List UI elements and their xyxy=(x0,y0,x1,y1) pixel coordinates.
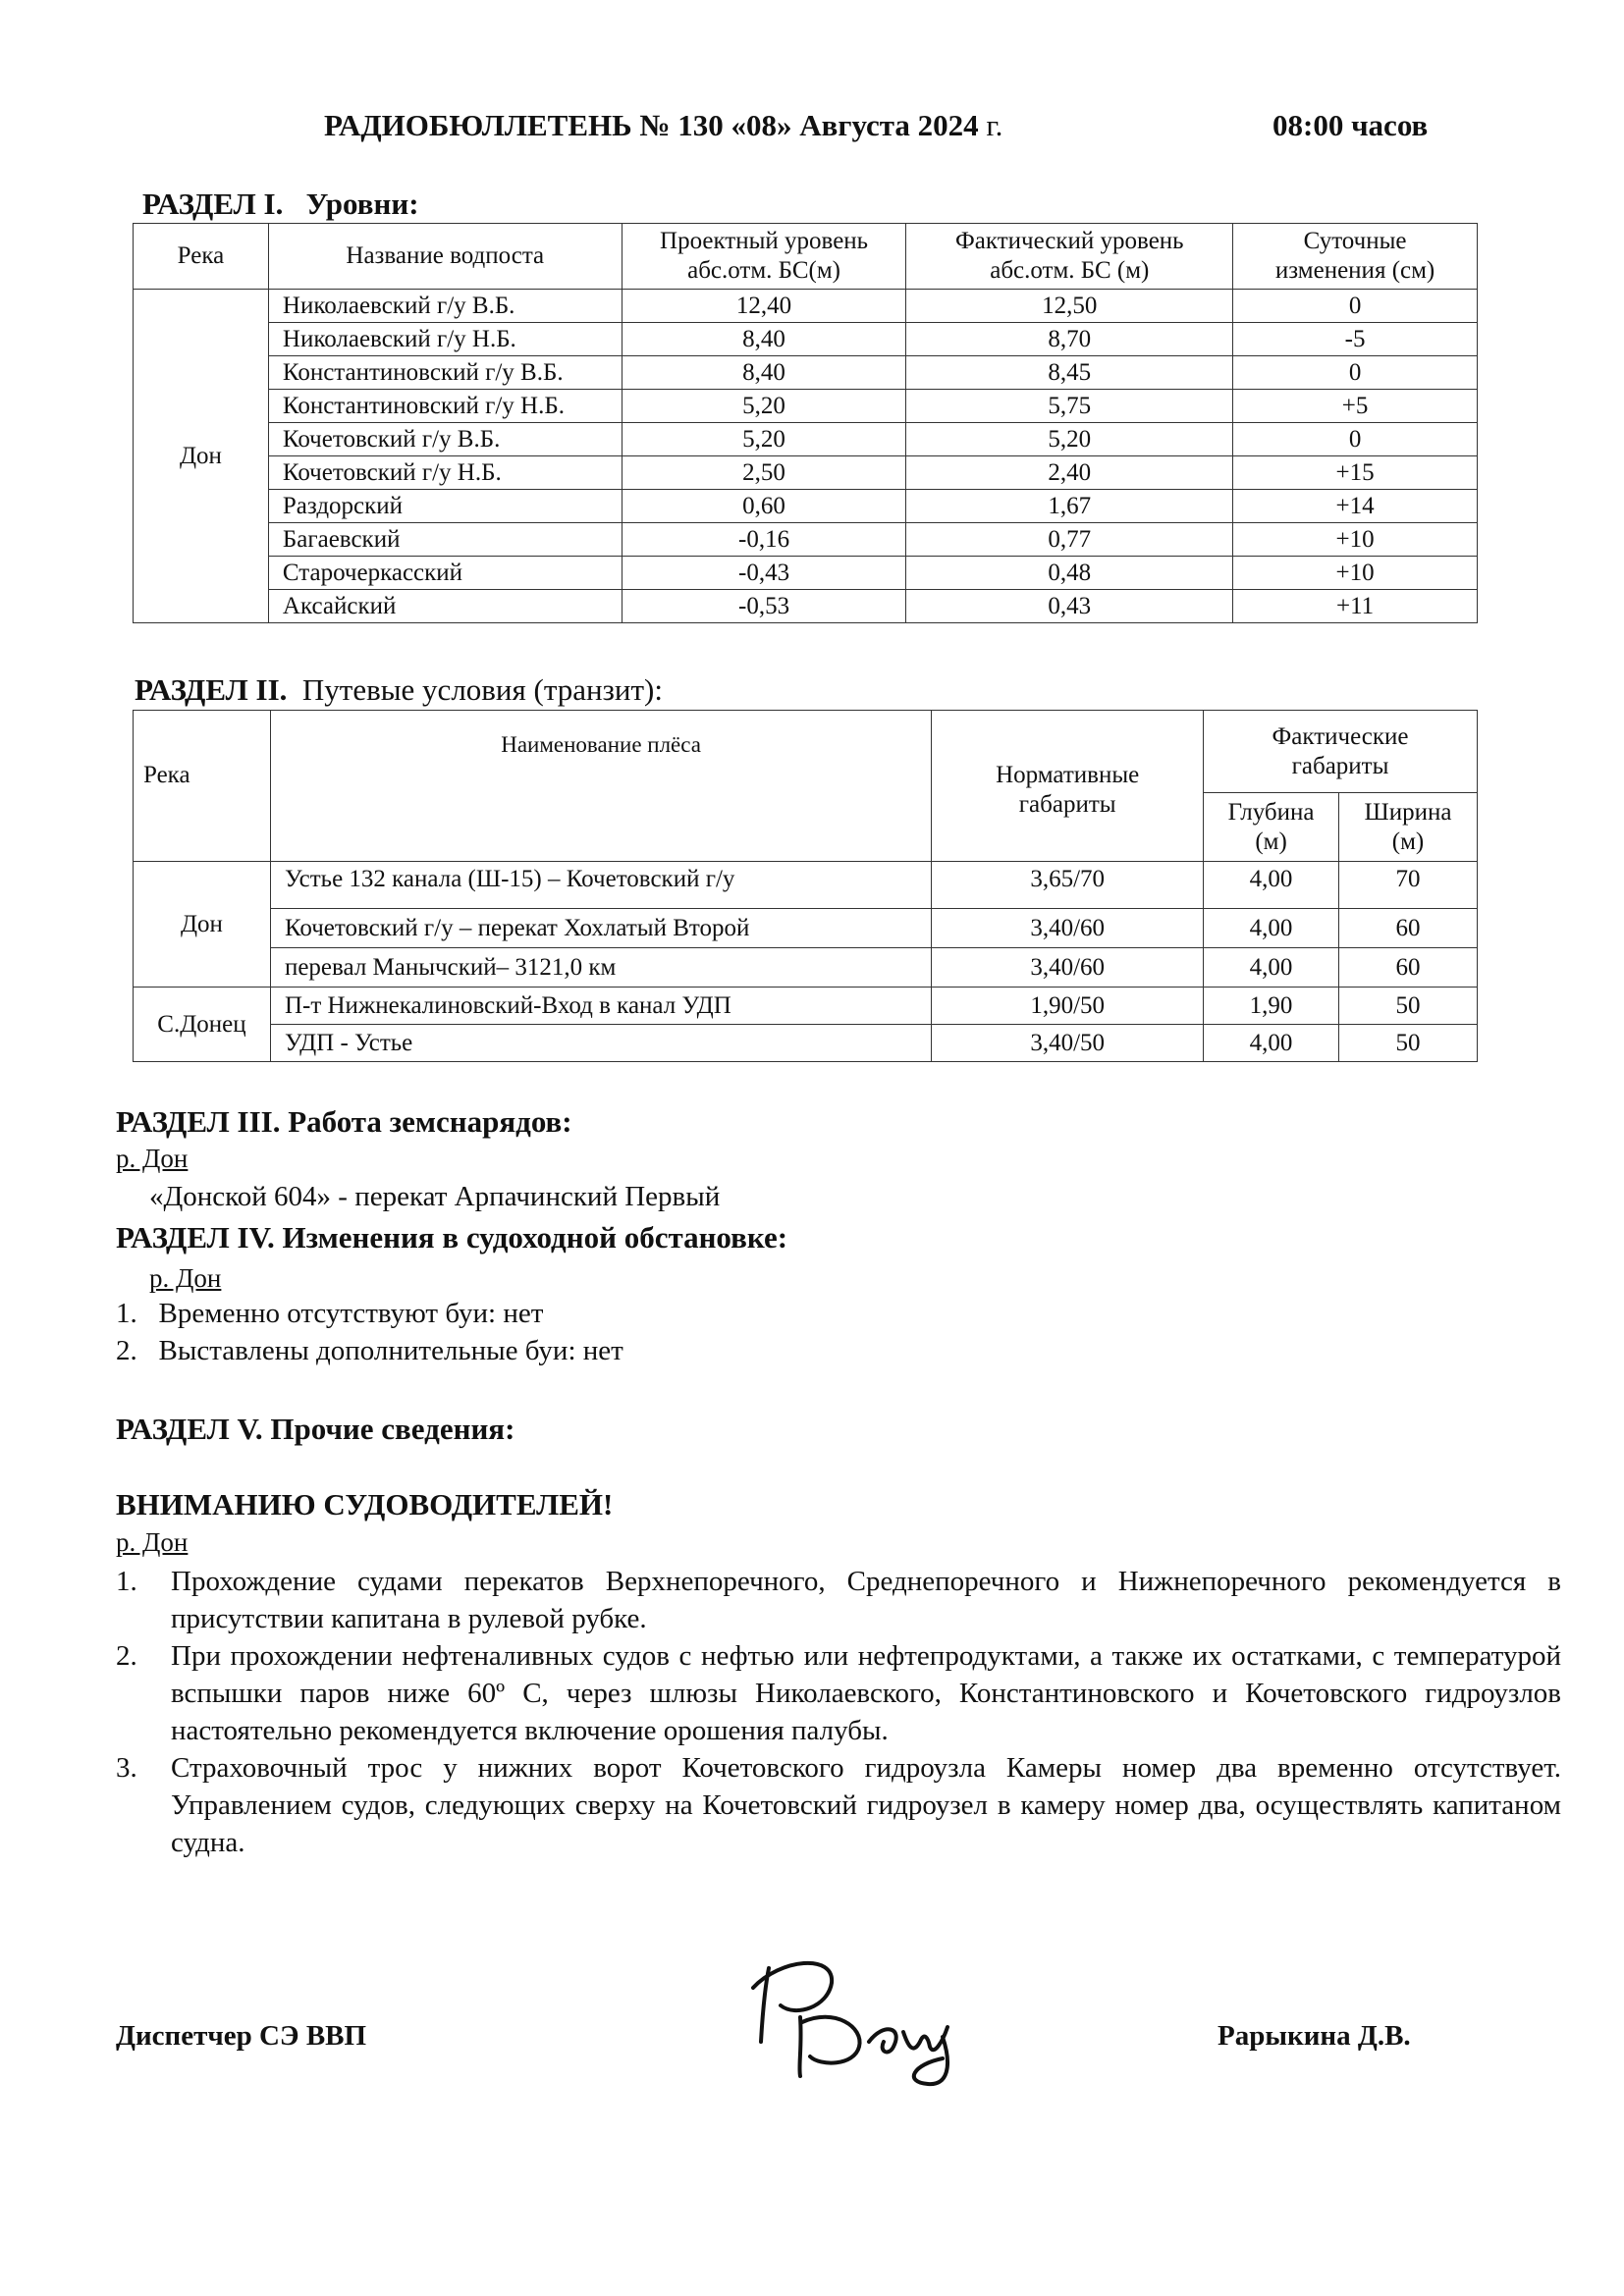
plyos-cell: перевал Манычский– 3121,0 км xyxy=(270,948,931,988)
levels-table xyxy=(133,223,1478,623)
actual-cell: 0,77 xyxy=(906,523,1233,557)
bulletin-title-text: РАДИОБЮЛЛЕТЕНЬ № 130 «08» Августа 2024 xyxy=(324,108,979,142)
station-cell: Багаевский xyxy=(268,523,622,557)
depth-cell: 4,00 xyxy=(1204,1025,1339,1062)
col-normative-line2: габариты xyxy=(1018,790,1116,818)
plyos-cell: П-т Нижнекалиновский-Вход в канал УДП xyxy=(270,988,931,1025)
col-width xyxy=(1339,793,1478,862)
width-cell: 50 xyxy=(1339,1025,1478,1062)
river-cell: С.Донец xyxy=(134,988,271,1062)
col-daily-change-line2: изменения (см) xyxy=(1274,257,1435,284)
bulletin-title xyxy=(324,108,1002,143)
station-cell: Константиновский г/у Н.Б. xyxy=(268,390,622,423)
attention-item-2 xyxy=(116,1637,1561,1749)
normative-cell: 3,40/60 xyxy=(932,909,1204,948)
actual-cell: 8,45 xyxy=(906,356,1233,390)
section5-title: РАЗДЕЛ V. Прочие сведения: xyxy=(116,1412,515,1446)
section4-river: р. Дон xyxy=(149,1263,222,1293)
section2-title: Путевые условия (транзит): xyxy=(301,672,663,707)
col-river: Река xyxy=(134,711,271,862)
col-plyos: Наименование плёса xyxy=(270,711,931,862)
col-normative-line1: Нормативные xyxy=(996,761,1140,788)
section4-item-2 xyxy=(116,1335,623,1367)
list-text: Прохождение судами перекатов Верхнепоречного, Среднепоречного и Нижнепоречного рекомендуется в присутствии капитана в рулевой рубке. xyxy=(171,1566,1561,1634)
attention-title: ВНИМАНИЮ СУДОВОДИТЕЛЕЙ! xyxy=(116,1487,614,1522)
change-cell: 0 xyxy=(1233,290,1478,323)
river-cell: Дон xyxy=(134,862,271,988)
actual-cell: 0,48 xyxy=(906,557,1233,590)
transit-table xyxy=(133,710,1478,1062)
design-cell: 2,50 xyxy=(622,456,906,490)
col-river: Река xyxy=(134,224,269,290)
col-depth-line2: (м) xyxy=(1255,828,1287,855)
col-actual-level-line1: Фактический уровень xyxy=(955,228,1184,254)
width-cell: 70 xyxy=(1339,862,1478,909)
river-cell: Дон xyxy=(134,290,269,623)
dispatcher-name: Рарыкина Д.В. xyxy=(1218,2020,1411,2052)
station-cell: Аксайский xyxy=(268,590,622,623)
list-num: 2. xyxy=(116,1640,137,1672)
actual-cell: 1,67 xyxy=(906,490,1233,523)
section1-label: РАЗДЕЛ I. xyxy=(142,187,284,221)
table-row xyxy=(134,290,1478,323)
list-num: 1. xyxy=(116,1566,137,1597)
col-station: Название водпоста xyxy=(268,224,622,290)
plyos-cell: Устье 132 канала (Ш-15) – Кочетовский г/у xyxy=(270,862,931,909)
station-cell: Николаевский г/у В.Б. xyxy=(268,290,622,323)
bulletin-title-suffix: г. xyxy=(986,108,1003,142)
station-cell: Кочетовский г/у В.Б. xyxy=(268,423,622,456)
transit-header-row xyxy=(134,711,1478,793)
depth-cell: 4,00 xyxy=(1204,909,1339,948)
depth-cell: 4,00 xyxy=(1204,948,1339,988)
list-text: Временно отсутствуют буи: нет xyxy=(158,1298,544,1329)
table-row xyxy=(134,948,1478,988)
change-cell: +14 xyxy=(1233,490,1478,523)
table-row xyxy=(134,390,1478,423)
actual-cell: 5,75 xyxy=(906,390,1233,423)
depth-cell: 4,00 xyxy=(1204,862,1339,909)
change-cell: 0 xyxy=(1233,356,1478,390)
list-num: 2. xyxy=(116,1335,137,1366)
col-design-level-line1: Проектный уровень xyxy=(660,228,869,254)
col-depth-line1: Глубина xyxy=(1227,798,1315,826)
col-daily-change-line1: Суточные xyxy=(1303,228,1407,254)
col-width-line1: Ширина xyxy=(1364,798,1452,826)
col-actual-level xyxy=(906,224,1233,290)
list-text: Выставлены дополнительные буи: нет xyxy=(158,1335,623,1366)
section2-heading xyxy=(135,672,663,708)
actual-cell: 0,43 xyxy=(906,590,1233,623)
attention-item-3 xyxy=(116,1749,1561,1861)
section3-river: р. Дон xyxy=(116,1144,189,1173)
design-cell: -0,53 xyxy=(622,590,906,623)
change-cell: +10 xyxy=(1233,557,1478,590)
attention-item-1 xyxy=(116,1563,1561,1637)
width-cell: 60 xyxy=(1339,948,1478,988)
station-cell: Старочеркасский xyxy=(268,557,622,590)
station-cell: Константиновский г/у В.Б. xyxy=(268,356,622,390)
col-depth xyxy=(1204,793,1339,862)
col-daily-change xyxy=(1233,224,1478,290)
design-cell: 5,20 xyxy=(622,423,906,456)
col-design-level-line2: абс.отм. БС(м) xyxy=(687,257,841,284)
table-row xyxy=(134,590,1478,623)
change-cell: +5 xyxy=(1233,390,1478,423)
section1-title: Уровни: xyxy=(305,187,419,221)
col-design-level xyxy=(622,224,906,290)
actual-cell: 5,20 xyxy=(906,423,1233,456)
station-cell: Николаевский г/у Н.Б. xyxy=(268,323,622,356)
table-row xyxy=(134,862,1478,909)
table-row xyxy=(134,423,1478,456)
bulletin-time: 08:00 часов xyxy=(1272,108,1429,142)
table-row xyxy=(134,323,1478,356)
section3-title: РАЗДЕЛ III. Работа земснарядов: xyxy=(116,1104,572,1139)
col-actual-line2: габариты xyxy=(1291,752,1389,779)
list-num: 3. xyxy=(116,1752,137,1784)
section1-heading xyxy=(142,187,419,222)
design-cell: 0,60 xyxy=(622,490,906,523)
design-cell: -0,43 xyxy=(622,557,906,590)
change-cell: +10 xyxy=(1233,523,1478,557)
depth-cell: 1,90 xyxy=(1204,988,1339,1025)
change-cell: +15 xyxy=(1233,456,1478,490)
list-text: Страховочный трос у нижних ворот Кочетовского гидроузла Камеры номер два временно отсутствует. Управлением судов, следующих сверху на Кочетовский гидроузел в камеру номер два, осуществлять капитаном судна. xyxy=(171,1752,1561,1858)
design-cell: 5,20 xyxy=(622,390,906,423)
col-actual xyxy=(1204,711,1478,793)
normative-cell: 3,40/60 xyxy=(932,948,1204,988)
list-num: 1. xyxy=(116,1298,137,1329)
change-cell: +11 xyxy=(1233,590,1478,623)
levels-header-row xyxy=(134,224,1478,290)
change-cell: 0 xyxy=(1233,423,1478,456)
table-row xyxy=(134,909,1478,948)
section4-item-1 xyxy=(116,1298,543,1330)
list-text: При прохождении нефтеналивных судов с нефтью или нефтепродуктами, а также их остатками, с температурой вспышки паров ниже 60º С, через шлюзы Николаевского, Константиновского и Кочетовского гидроузлов настоятельно рекомендуется включение орошения палубы. xyxy=(171,1640,1561,1746)
width-cell: 60 xyxy=(1339,909,1478,948)
table-row xyxy=(134,356,1478,390)
design-cell: 12,40 xyxy=(622,290,906,323)
actual-cell: 12,50 xyxy=(906,290,1233,323)
col-actual-level-line2: абс.отм. БС (м) xyxy=(990,257,1150,284)
attention-list xyxy=(116,1563,1561,1861)
section2-label: РАЗДЕЛ II. xyxy=(135,672,288,707)
actual-cell: 8,70 xyxy=(906,323,1233,356)
normative-cell: 3,40/50 xyxy=(932,1025,1204,1062)
table-row xyxy=(134,456,1478,490)
col-actual-line1: Фактические xyxy=(1272,722,1409,750)
section3-item: «Донской 604» - перекат Арпачинский Первый xyxy=(149,1181,721,1212)
attention-river: р. Дон xyxy=(116,1527,189,1557)
design-cell: -0,16 xyxy=(622,523,906,557)
handwritten-signature xyxy=(741,1949,997,2096)
plyos-cell: Кочетовский г/у – перекат Хохлатый Второй xyxy=(270,909,931,948)
design-cell: 8,40 xyxy=(622,356,906,390)
table-row xyxy=(134,557,1478,590)
table-row xyxy=(134,1025,1478,1062)
actual-cell: 2,40 xyxy=(906,456,1233,490)
col-width-line2: (м) xyxy=(1391,828,1425,855)
design-cell: 8,40 xyxy=(622,323,906,356)
station-cell: Раздорский xyxy=(268,490,622,523)
normative-cell: 1,90/50 xyxy=(932,988,1204,1025)
plyos-cell: УДП - Устье xyxy=(270,1025,931,1062)
width-cell: 50 xyxy=(1339,988,1478,1025)
normative-cell: 3,65/70 xyxy=(932,862,1204,909)
station-cell: Кочетовский г/у Н.Б. xyxy=(268,456,622,490)
change-cell: -5 xyxy=(1233,323,1478,356)
section4-title: РАЗДЕЛ IV. Изменения в судоходной обстановке: xyxy=(116,1220,788,1255)
table-row xyxy=(134,523,1478,557)
table-row xyxy=(134,490,1478,523)
table-row xyxy=(134,988,1478,1025)
col-normative xyxy=(932,711,1204,862)
dispatcher-position: Диспетчер СЭ ВВП xyxy=(116,2020,367,2052)
